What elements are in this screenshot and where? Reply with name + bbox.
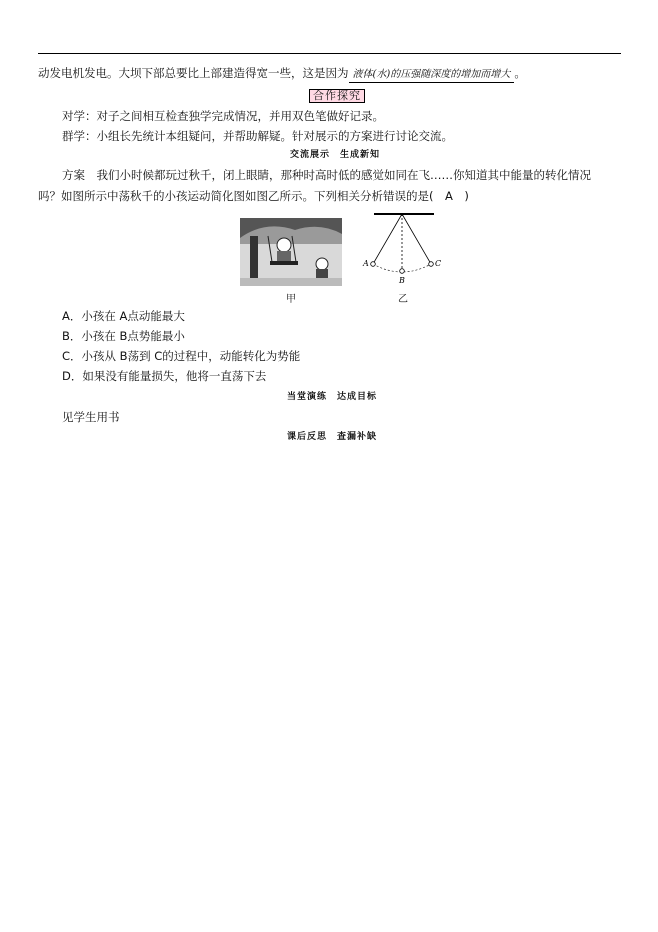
plan-line-1: 方案 我们小时候都玩过秋千，闭上眼睛，那种时高时低的感觉如同在飞……你知道其中能量的转化情况 — [62, 168, 591, 182]
dam-text: 动发电机发电。大坝下部总要比上部建造得宽一些，这是因为 — [38, 66, 349, 80]
qunxue-line: 群学：小组长先统计本组疑问，并帮助解疑。针对展示的方案进行讨论交流。 — [62, 129, 453, 143]
caption-yi: 乙 — [398, 294, 408, 305]
fill-answer: 液体(水)的压强随深度的增加而增大 — [349, 68, 515, 83]
plan-line-2: 吗？如图所示中荡秋千的小孩运动简化图如图乙所示。下列相关分析错误的是( A ) — [38, 189, 469, 203]
option-a: A．小孩在 A点动能最大 — [62, 309, 185, 323]
label-point-a: A — [363, 259, 369, 268]
option-d: D．如果没有能量损失，他将一直荡下去 — [62, 369, 267, 383]
option-b: B．小孩在 B点势能最小 — [62, 329, 185, 343]
caption-jia: 甲 — [286, 294, 296, 305]
option-c: C．小孩从 B荡到 C的过程中，动能转化为势能 — [62, 349, 301, 363]
duixue-line: 对学：对子之间相互检查独学完成情况，并用双色笔做好记录。 — [62, 109, 384, 123]
swing-photo-figure — [240, 218, 342, 286]
section-reflect: 课后反思 查漏补缺 — [287, 432, 378, 442]
heading-cooperative-inquiry: 合作探究 — [309, 89, 365, 103]
text-line-dam — [38, 66, 526, 83]
dam-text-end: 。 — [514, 66, 526, 80]
section-practice: 当堂演练 达成目标 — [287, 392, 378, 402]
label-point-b: B — [399, 276, 405, 285]
see-student-book: 见学生用书 — [62, 410, 120, 424]
pendulum-diagram — [360, 208, 444, 288]
label-point-c: C — [435, 259, 442, 268]
section-exchange: 交流展示 生成新知 — [290, 150, 381, 160]
header-rule — [38, 53, 621, 54]
